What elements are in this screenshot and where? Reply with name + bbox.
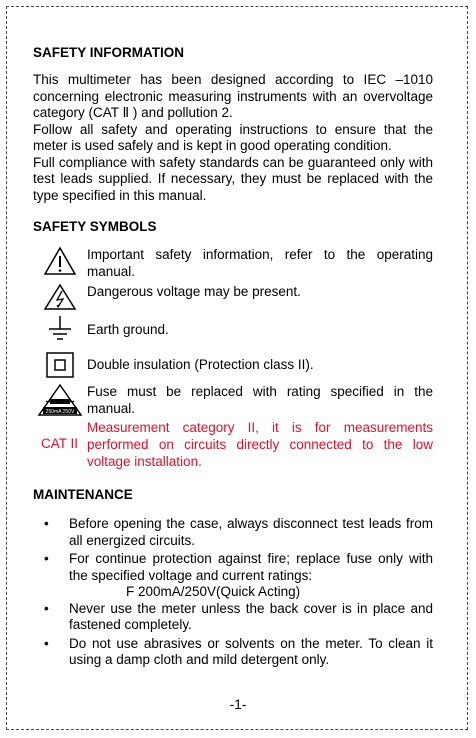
symbol-row-cat [33, 419, 433, 470]
fuse-spec-line [33, 584, 433, 601]
symbol-row-voltage [33, 283, 433, 311]
symbol-text-warning: Important safety information, refer to the operating manual. [87, 247, 433, 279]
symbol-text-insulation: Double insulation (Protection class II). [87, 357, 314, 372]
safety-info-paragraph-2: Follow all safety and operating instructions to ensure that the meter is used safely and is kept in good operating condition. [33, 121, 433, 153]
fuse-icon [33, 383, 87, 417]
bullet: • [44, 551, 49, 566]
list-item-text: Do not use abrasives or solvents on the meter. To clean it using a damp cloth and mild detergent only. [69, 635, 433, 667]
maintenance-heading: MAINTENANCE [33, 487, 133, 502]
fuse-icon-label: 250mA 250V [45, 408, 75, 415]
warning-triangle-icon [33, 246, 87, 276]
symbol-text-fuse: Fuse must be replaced with rating specified in the manual. [87, 384, 433, 416]
symbol-text-voltage: Dangerous voltage may be present. [87, 284, 301, 299]
symbol-row-ground [33, 315, 433, 345]
cat-ii-label-text: CAT II [41, 436, 79, 451]
page-number: -1- [229, 697, 247, 712]
symbol-row-insulation [33, 351, 433, 379]
maintenance-list [33, 516, 433, 669]
dangerous-voltage-icon [33, 283, 87, 311]
symbol-text-ground: Earth ground. [87, 322, 169, 337]
list-item-text: For continue protection against fire; replace fuse only with the specified voltage and current ratings: [69, 551, 433, 583]
bullet: • [44, 600, 49, 616]
bullet: • [44, 516, 49, 531]
safety-info-paragraph-3: Full compliance with safety standards can be guaranteed only with test leads supplied. If necessary, they must be replaced with the type specified in this manual. [33, 154, 433, 203]
list-item [33, 636, 433, 669]
symbol-row-fuse [33, 383, 433, 417]
bullet: • [44, 635, 49, 651]
list-item [33, 601, 433, 634]
symbol-row-warning [33, 246, 433, 280]
fuse-spec-text: F 200mA/250V(Quick Acting) [126, 584, 301, 599]
list-item [33, 551, 433, 584]
earth-ground-icon [33, 315, 87, 345]
document-page [33, 44, 433, 669]
cat-ii-label [33, 419, 87, 451]
safety-symbols-heading: SAFETY SYMBOLS [33, 219, 157, 234]
list-item-text: Before opening the case, always disconnect test leads from all energized circuits. [69, 516, 433, 548]
list-item [33, 516, 433, 549]
list-item-text: Never use the meter unless the back cover is in place and fastened completely. [69, 600, 433, 632]
symbol-text-cat: Measurement category II, it is for measurements performed on circuits directly connected to the low voltage installation. [87, 420, 433, 469]
double-insulation-icon [33, 351, 87, 379]
safety-info-paragraph-1: This multimeter has been designed according to IEC –1010 concerning electronic measuring instruments with an overvoltage category (CAT Ⅱ ) and pollution 2. [33, 72, 433, 120]
safety-information-heading: SAFETY INFORMATION [33, 45, 184, 60]
